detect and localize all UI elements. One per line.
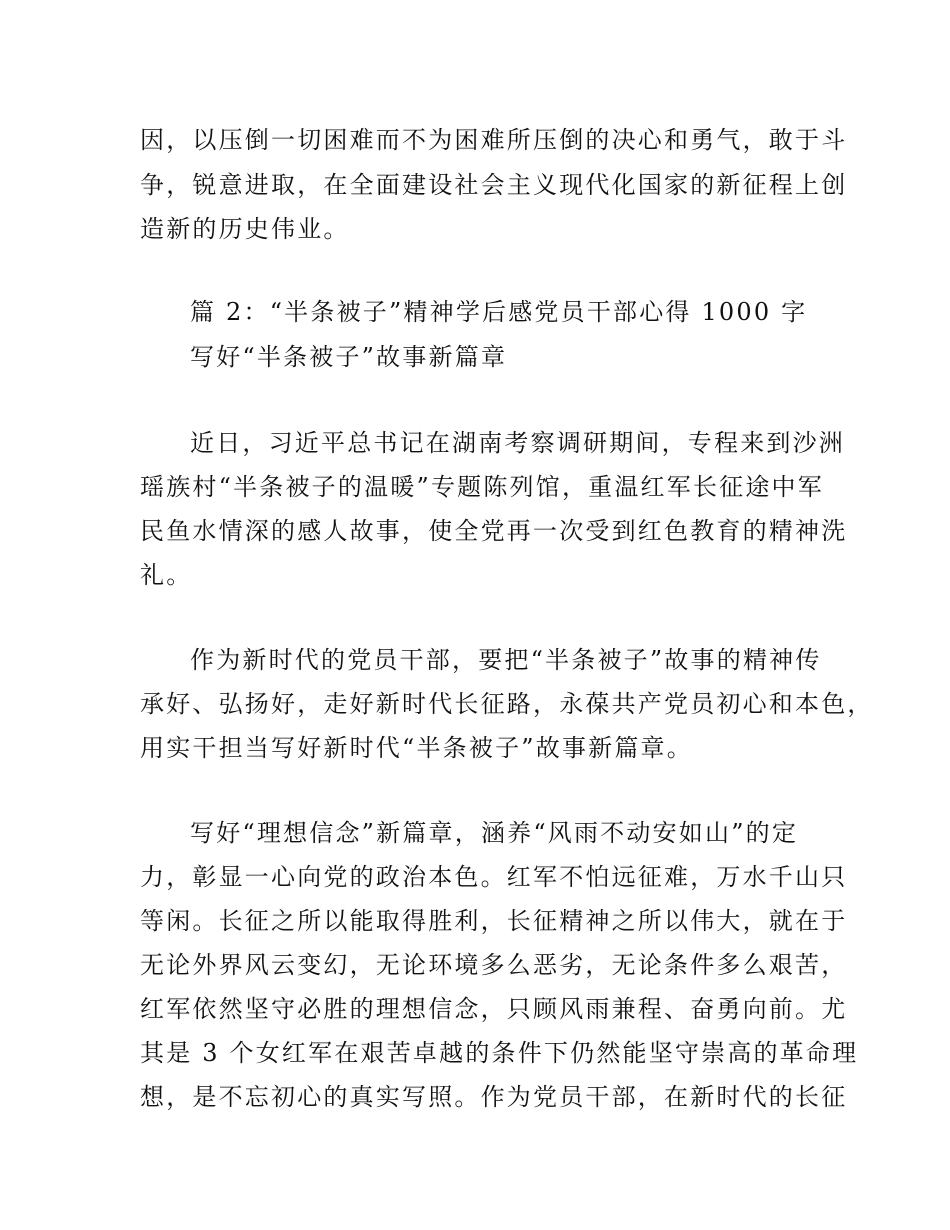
paragraph-1-line: 民鱼水情深的感人故事，使全党再一次受到红色教育的精神洗	[140, 517, 848, 545]
paragraph-3-line: 写好“理想信念”新篇章，涵养“风雨不动安如山”的定	[190, 819, 799, 847]
section-heading: 篇 2：“半条被子”精神学后感党员干部心得 1000 字	[190, 298, 808, 326]
paragraph-1-line: 近日，习近平总书记在湖南考察调研期间，专程来到沙洲	[190, 429, 845, 457]
paragraph-3-line: 其是 3 个女红军在艰苦卓越的条件下仍然能坚守崇高的革命理	[140, 1039, 859, 1067]
paragraph-2-line: 用实干担当写好新时代“半条被子”故事新篇章。	[140, 734, 693, 762]
paragraph-2-line: 作为新时代的党员干部，要把“半条被子”故事的精神传	[190, 646, 822, 674]
paragraph-3-line: 无论外界风云变幻，无论环境多么恶劣，无论条件多么艰苦，	[140, 951, 848, 979]
body-text-line: 争，锐意进取，在全面建设社会主义现代化国家的新征程上创	[140, 171, 848, 199]
section-subtitle: 写好“半条被子”故事新篇章	[190, 343, 508, 371]
body-text-line: 造新的历史伟业。	[140, 215, 350, 243]
paragraph-3-line: 红军依然坚守必胜的理想信念，只顾风雨兼程、奋勇向前。尤	[140, 995, 848, 1023]
paragraph-3-line: 等闲。长征之所以能取得胜利，长征精神之所以伟大，就在于	[140, 907, 848, 935]
paragraph-3-line: 力，彰显一心向党的政治本色。红军不怕远征难，万水千山只	[140, 863, 848, 891]
body-text-line: 因，以压倒一切困难而不为困难所压倒的决心和勇气，敢于斗	[140, 126, 848, 154]
paragraph-2-line: 承好、弘扬好，走好新时代长征路，永葆共产党员初心和本色，	[140, 690, 874, 718]
paragraph-1-line: 瑶族村“半条被子的温暖”专题陈列馆，重温红军长征途中军	[140, 473, 824, 501]
paragraph-1-line: 礼。	[140, 561, 193, 589]
paragraph-3-line: 想，是不忘初心的真实写照。作为党员干部，在新时代的长征	[140, 1083, 848, 1111]
